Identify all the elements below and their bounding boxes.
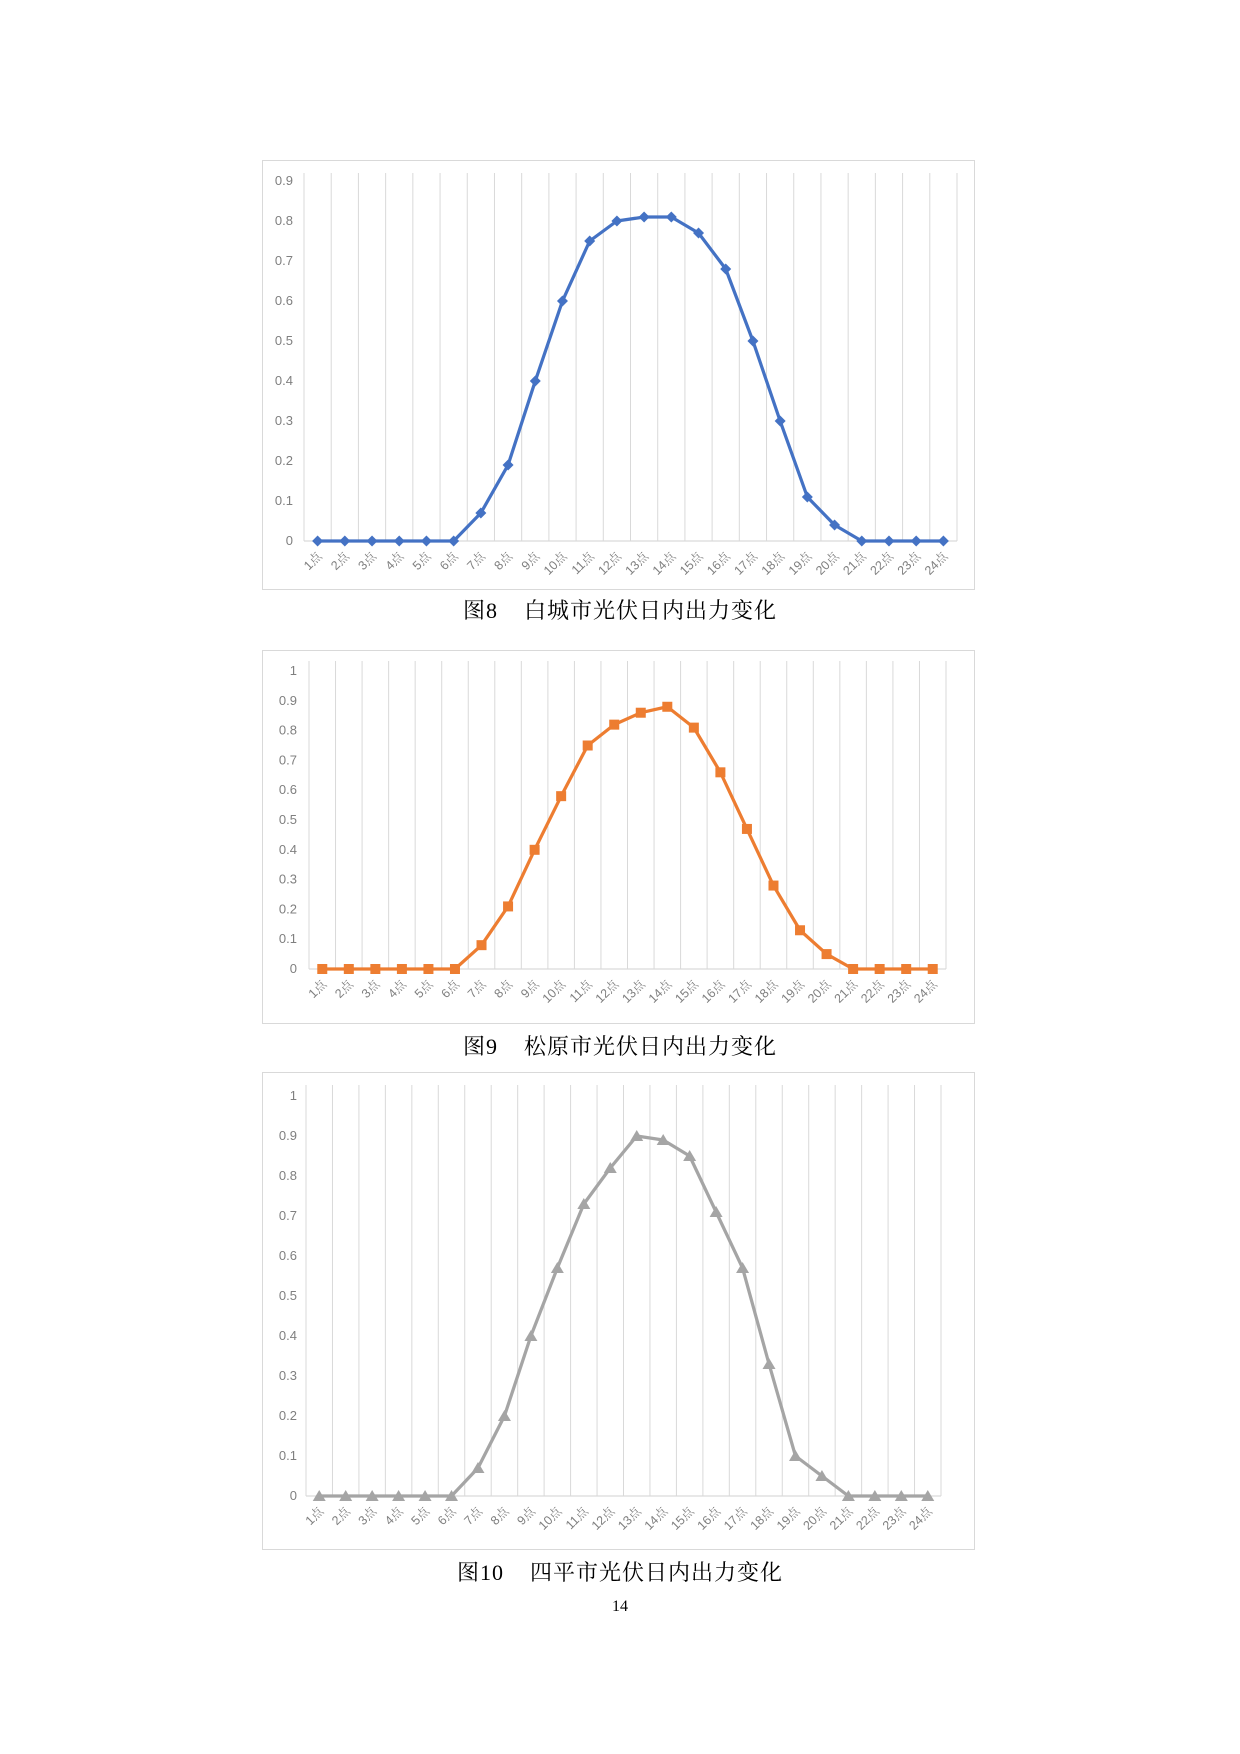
page-number: 14 (612, 1598, 628, 1615)
y-axis-tick-label: 0.3 (274, 413, 293, 428)
data-point-marker (423, 964, 433, 974)
data-point-marker (450, 964, 460, 974)
y-axis-tick-label: 0.1 (278, 1448, 297, 1463)
data-point-marker (789, 1450, 802, 1461)
x-axis-tick-label: 5点 (409, 549, 434, 573)
y-axis-tick-label: 0.7 (278, 752, 297, 768)
y-axis-tick-label: 0.1 (274, 493, 293, 508)
data-point-marker (636, 708, 646, 718)
y-axis-tick-label: 0.6 (278, 1248, 297, 1263)
data-point-marker (928, 964, 938, 974)
x-axis-tick-label: 5点 (408, 1504, 433, 1528)
x-axis-tick-label: 10点 (539, 977, 569, 1006)
x-axis-tick-label: 22点 (858, 977, 887, 1006)
data-point-marker (901, 964, 911, 974)
x-axis-tick-label: 22点 (853, 1504, 882, 1533)
data-point-marker (367, 536, 378, 547)
data-point-marker (639, 212, 650, 223)
x-axis-tick-label: 15点 (677, 549, 706, 578)
x-axis-tick-label: 23点 (879, 1504, 909, 1533)
x-axis-tick-label: 2点 (329, 1504, 353, 1528)
data-point-marker (498, 1410, 511, 1421)
x-axis-tick-label: 12点 (595, 549, 625, 578)
data-point-marker (747, 336, 758, 347)
y-axis-tick-label: 0.4 (278, 841, 297, 857)
data-point-marker (763, 1358, 776, 1369)
x-axis-tick-label: 7点 (461, 1504, 486, 1528)
x-axis-tick-label: 3点 (355, 1504, 380, 1528)
figure-number: 图10 (456, 1560, 504, 1585)
x-axis-tick-label: 2点 (332, 977, 356, 1001)
x-axis-tick-label: 1点 (302, 1504, 327, 1528)
y-axis-tick-label: 0.7 (274, 253, 293, 268)
data-point-marker (775, 416, 786, 427)
x-axis-tick-label: 9点 (514, 1504, 539, 1528)
figure-number: 图8 (462, 598, 498, 623)
x-axis-tick-label: 18点 (752, 977, 781, 1006)
data-point-marker (710, 1206, 723, 1217)
x-axis-tick-label: 16点 (698, 977, 728, 1006)
y-axis-tick-label: 0.5 (278, 812, 297, 827)
x-axis-tick-label: 6点 (434, 1504, 459, 1528)
line-chart-siping (263, 1073, 974, 1549)
x-axis-tick-label: 24点 (921, 549, 951, 578)
data-point-marker (609, 720, 619, 730)
data-point-marker (471, 1462, 484, 1473)
x-axis-tick-label: 24点 (911, 977, 940, 1006)
x-axis-tick-label: 14点 (641, 1504, 671, 1533)
x-axis-tick-label: 3点 (355, 549, 380, 573)
x-axis-tick-label: 19点 (785, 549, 815, 578)
data-point-marker (662, 702, 672, 712)
x-axis-tick-label: 2点 (328, 549, 352, 573)
data-point-marker (742, 824, 752, 834)
data-point-marker (556, 791, 566, 801)
figure-title: 白城市光伏日内出力变化 (524, 598, 778, 623)
line-chart-songyuan (263, 651, 974, 1023)
y-axis-tick-label: 0.4 (278, 1328, 297, 1343)
x-axis-tick-label: 1点 (305, 977, 330, 1001)
x-axis-tick-label: 17点 (725, 977, 755, 1006)
x-axis-tick-label: 20点 (800, 1504, 830, 1533)
data-point-marker (503, 901, 513, 911)
y-axis-tick-label: 0.8 (274, 213, 293, 228)
x-axis-tick-label: 6点 (438, 977, 463, 1001)
data-point-marker (822, 949, 832, 959)
figure-caption-8 (0, 594, 1240, 625)
x-axis-tick-label: 15点 (672, 977, 701, 1006)
y-axis-tick-label: 0.6 (278, 782, 297, 798)
data-point-marker (715, 767, 725, 777)
y-axis-tick-label: 0.9 (274, 173, 293, 188)
data-point-marker (883, 536, 894, 547)
y-axis-tick-label: 0 (289, 1488, 297, 1503)
data-point-marker (583, 741, 593, 751)
x-axis-tick-label: 14点 (645, 977, 675, 1006)
figure-caption-9 (0, 1030, 1240, 1061)
y-axis-tick-label: 0.8 (278, 722, 297, 738)
x-axis-tick-label: 12点 (588, 1504, 618, 1533)
figure-title: 四平市光伏日内出力变化 (530, 1560, 784, 1585)
data-point-marker (344, 964, 354, 974)
y-axis-tick-label: 0.5 (278, 1288, 297, 1303)
x-axis-tick-label: 11点 (566, 977, 595, 1006)
data-point-marker (938, 536, 949, 547)
data-point-marker (795, 925, 805, 935)
y-axis-tick-label: 0.6 (274, 293, 293, 308)
x-axis-tick-label: 11点 (568, 549, 597, 578)
data-point-marker (530, 845, 540, 855)
x-axis-tick-label: 9点 (518, 549, 543, 573)
chart-siping-pv (262, 1072, 975, 1550)
x-axis-tick-label: 18点 (758, 549, 788, 578)
line-chart-baicheng (263, 161, 974, 589)
x-axis-tick-label: 10点 (541, 549, 570, 578)
y-axis-tick-label: 0.4 (274, 373, 293, 388)
figure-number: 图9 (462, 1034, 498, 1059)
x-axis-tick-label: 7点 (464, 977, 489, 1001)
data-point-marker (911, 536, 922, 547)
x-axis-tick-label: 7点 (464, 549, 488, 573)
data-point-marker (557, 296, 568, 307)
y-axis-tick-label: 0.9 (278, 1128, 297, 1143)
figure-title: 松原市光伏日内出力变化 (524, 1034, 778, 1059)
x-axis-tick-label: 23点 (884, 977, 914, 1006)
y-axis-tick-label: 0.2 (274, 453, 293, 468)
figure-caption-10 (0, 1556, 1240, 1587)
x-axis-tick-label: 3点 (358, 977, 383, 1001)
data-point-marker (736, 1262, 749, 1273)
x-axis-tick-label: 22点 (867, 549, 897, 578)
x-axis-tick-label: 8点 (491, 549, 516, 573)
x-axis-tick-label: 8点 (487, 1504, 512, 1528)
data-point-marker (339, 536, 350, 547)
y-axis-tick-label: 1 (289, 1088, 297, 1103)
x-axis-tick-label: 16点 (704, 549, 733, 578)
chart-songyuan-pv (262, 650, 975, 1024)
x-axis-tick-label: 19点 (774, 1504, 803, 1533)
data-point-marker (312, 536, 323, 547)
data-point-marker (689, 723, 699, 733)
x-axis-tick-label: 13点 (619, 977, 648, 1006)
x-axis-tick-label: 17点 (721, 1504, 750, 1533)
y-axis-tick-label: 1 (289, 663, 297, 678)
data-point-marker (394, 536, 405, 547)
x-axis-tick-label: 20点 (813, 549, 842, 578)
y-axis-tick-label: 0.2 (278, 901, 297, 917)
x-axis-tick-label: 4点 (382, 1504, 406, 1528)
y-axis-tick-label: 0.3 (278, 1368, 297, 1383)
x-axis-tick-label: 21点 (840, 549, 869, 578)
data-point-marker (848, 964, 858, 974)
x-axis-tick-label: 6点 (437, 549, 461, 573)
x-axis-tick-label: 13点 (622, 549, 652, 578)
x-axis-tick-label: 14点 (649, 549, 679, 578)
x-axis-tick-label: 13点 (615, 1504, 644, 1533)
y-axis-tick-label: 0.1 (278, 931, 297, 947)
chart-baicheng-pv (262, 160, 975, 590)
x-axis-tick-label: 11点 (563, 1504, 591, 1533)
data-point-marker (875, 964, 885, 974)
data-point-marker (477, 940, 487, 950)
y-axis-tick-label: 0.3 (278, 871, 297, 887)
x-axis-tick-label: 18点 (747, 1504, 777, 1533)
x-axis-tick-label: 24点 (906, 1504, 935, 1533)
x-axis-tick-label: 19点 (778, 977, 808, 1006)
y-axis-tick-label: 0.2 (278, 1408, 297, 1423)
data-point-marker (551, 1262, 564, 1273)
y-axis-tick-label: 0.9 (278, 692, 297, 708)
y-axis-tick-label: 0.8 (278, 1168, 297, 1183)
y-axis-tick-label: 0.5 (274, 333, 293, 348)
x-axis-tick-label: 10点 (535, 1504, 565, 1533)
data-point-marker (397, 964, 407, 974)
data-point-marker (524, 1330, 537, 1341)
x-axis-tick-label: 21点 (826, 1504, 856, 1533)
x-axis-tick-label: 17点 (731, 549, 761, 578)
x-axis-tick-label: 23点 (894, 549, 924, 578)
y-axis-tick-label: 0 (289, 961, 297, 976)
data-point-marker (317, 964, 327, 974)
x-axis-tick-label: 5点 (411, 977, 436, 1001)
x-axis-tick-label: 1点 (301, 549, 325, 573)
x-axis-tick-label: 12点 (592, 977, 622, 1006)
data-point-marker (370, 964, 380, 974)
x-axis-tick-label: 20点 (805, 977, 834, 1006)
x-axis-tick-label: 4点 (385, 977, 410, 1001)
x-axis-tick-label: 16点 (694, 1504, 724, 1533)
data-point-marker (768, 881, 778, 891)
y-axis-tick-label: 0.7 (278, 1208, 297, 1223)
x-axis-tick-label: 9点 (518, 977, 542, 1001)
x-axis-tick-label: 4点 (382, 549, 407, 573)
x-axis-tick-label: 21点 (831, 977, 861, 1006)
data-point-marker (421, 536, 432, 547)
y-axis-tick-label: 0 (285, 533, 293, 548)
x-axis-tick-label: 15点 (668, 1504, 697, 1533)
data-point-marker (530, 376, 541, 387)
x-axis-tick-label: 8点 (491, 977, 516, 1001)
